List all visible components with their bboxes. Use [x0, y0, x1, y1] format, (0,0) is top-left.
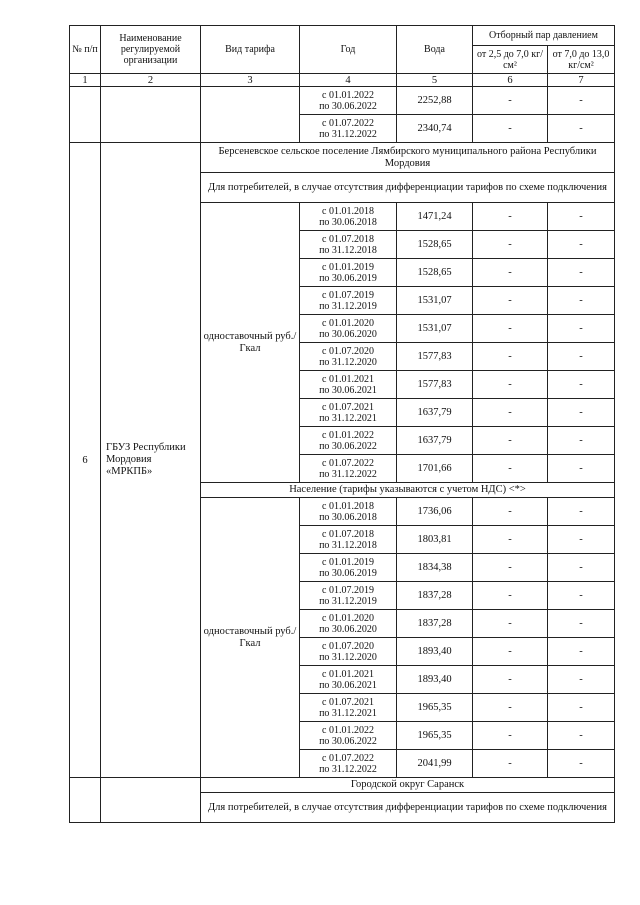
- period-end: по 30.06.2022: [319, 735, 377, 747]
- steam-b-value: -: [548, 371, 615, 399]
- period-start: с 01.07.2020: [322, 640, 374, 652]
- steam-b-value: -: [548, 498, 615, 526]
- steam-b-value: -: [548, 694, 615, 722]
- index-cell: 4: [300, 74, 397, 87]
- period-end: по 31.12.2021: [319, 707, 377, 719]
- steam-b-value: -: [548, 554, 615, 582]
- period-end: по 31.12.2022: [319, 128, 377, 140]
- group-title: Население (тарифы указываются с учетом НДС) <*>: [201, 483, 615, 498]
- header-row: [70, 26, 615, 46]
- period-cell: [300, 371, 397, 399]
- steam-b-value: -: [548, 343, 615, 371]
- header-year: Год: [300, 26, 397, 74]
- period-start: с 01.07.2021: [322, 696, 374, 708]
- period-cell: [300, 315, 397, 343]
- period-start: с 01.01.2022: [322, 429, 374, 441]
- steam-a-value: -: [473, 343, 548, 371]
- steam-a-value: -: [473, 287, 548, 315]
- water-value: 1736,06: [397, 498, 473, 526]
- period-cell: [300, 259, 397, 287]
- tariff-type: одноставочный руб./Гкал: [201, 498, 300, 778]
- steam-a-value: -: [473, 722, 548, 750]
- period-end: по 30.06.2018: [319, 216, 377, 228]
- period-start: с 01.01.2022: [322, 724, 374, 736]
- period-end: по 31.12.2018: [319, 539, 377, 551]
- period-start: с 01.07.2018: [322, 528, 374, 540]
- header-num: № п/п: [70, 26, 101, 74]
- period-start: с 01.07.2019: [322, 289, 374, 301]
- period-cell: [300, 666, 397, 694]
- steam-b-value: -: [548, 526, 615, 554]
- org-number: 6: [70, 143, 101, 778]
- group-title: Для потребителей, в случае отсутствия дифференциации тарифов по схеме подключения: [201, 173, 615, 203]
- steam-a-value: -: [473, 231, 548, 259]
- index-cell: 7: [548, 74, 615, 87]
- water-value: 1837,28: [397, 582, 473, 610]
- org-cell-empty: [101, 778, 201, 823]
- period-start: с 01.07.2022: [322, 117, 374, 129]
- group-title: Для потребителей, в случае отсутствия дифференциации тарифов по схеме подключения: [201, 793, 615, 823]
- period-start: с 01.01.2020: [322, 317, 374, 329]
- org-name: ГБУЗ Республики Мордовия «МРКПБ»: [101, 143, 201, 778]
- period-cell: [300, 554, 397, 582]
- period-end: по 31.12.2020: [319, 651, 377, 663]
- water-value: 1531,07: [397, 315, 473, 343]
- tariff-cell-empty: [201, 87, 300, 143]
- period-start: с 01.07.2022: [322, 457, 374, 469]
- period-cell: [300, 231, 397, 259]
- period-start: с 01.07.2018: [322, 233, 374, 245]
- org-cell-empty: [101, 87, 201, 143]
- water-value: 1531,07: [397, 287, 473, 315]
- period-start: с 01.07.2021: [322, 401, 374, 413]
- period-end: по 30.06.2021: [319, 679, 377, 691]
- period-cell: [300, 427, 397, 455]
- steam-b-value: -: [548, 610, 615, 638]
- water-value: 1577,83: [397, 343, 473, 371]
- water-value: 1637,79: [397, 427, 473, 455]
- water-value: 1965,35: [397, 694, 473, 722]
- period-start: с 01.01.2021: [322, 373, 374, 385]
- steam-b-value: -: [548, 427, 615, 455]
- water-value: 1637,79: [397, 399, 473, 427]
- index-cell: 6: [473, 74, 548, 87]
- period-cell: [300, 399, 397, 427]
- steam-b-value: -: [548, 203, 615, 231]
- period-end: по 31.12.2022: [319, 763, 377, 775]
- steam-a-value: -: [473, 371, 548, 399]
- index-cell: 1: [70, 74, 101, 87]
- water-value: 1965,35: [397, 722, 473, 750]
- index-row: [70, 74, 615, 87]
- tariff-table: [69, 25, 615, 823]
- period-cell: [300, 750, 397, 778]
- steam-a-value: -: [473, 610, 548, 638]
- steam-a-value: -: [473, 582, 548, 610]
- period-end: по 30.06.2022: [319, 440, 377, 452]
- header-org: Наименование регулируемой организации: [101, 26, 201, 74]
- steam-b-value: -: [548, 259, 615, 287]
- header-steam: Отборный пар давлением: [473, 26, 615, 46]
- period-start: с 01.07.2020: [322, 345, 374, 357]
- steam-a-value: -: [473, 498, 548, 526]
- water-value: 1893,40: [397, 666, 473, 694]
- settlement-title: Берсеневское сельское поселение Лямбирского муниципального района Республики Мордовия: [201, 143, 615, 173]
- period-cell: [300, 343, 397, 371]
- water-value: 1528,65: [397, 231, 473, 259]
- steam-a-value: -: [473, 666, 548, 694]
- period-start: с 01.01.2020: [322, 612, 374, 624]
- period-cell: [300, 694, 397, 722]
- period-end: по 31.12.2020: [319, 356, 377, 368]
- period-cell: [300, 610, 397, 638]
- period-cell: [300, 582, 397, 610]
- steam-a-value: -: [473, 115, 548, 143]
- settlement-row: [70, 778, 615, 793]
- period-end: по 30.06.2020: [319, 623, 377, 635]
- period-end: по 31.12.2022: [319, 468, 377, 480]
- period-end: по 30.06.2020: [319, 328, 377, 340]
- period-end: по 30.06.2022: [319, 100, 377, 112]
- period-start: с 01.01.2022: [322, 89, 374, 101]
- header-steam-a: от 2,5 до 7,0 кг/см²: [473, 46, 548, 74]
- water-value: 1701,66: [397, 455, 473, 483]
- period-cell: [300, 287, 397, 315]
- period-end: по 30.06.2019: [319, 272, 377, 284]
- period-end: по 30.06.2021: [319, 384, 377, 396]
- water-value: 2041,99: [397, 750, 473, 778]
- period-start: с 01.01.2018: [322, 205, 374, 217]
- steam-a-value: -: [473, 315, 548, 343]
- period-start: с 01.01.2018: [322, 500, 374, 512]
- table-row: [70, 87, 615, 115]
- period-cell: [300, 203, 397, 231]
- steam-b-value: -: [548, 115, 615, 143]
- period-end: по 31.12.2018: [319, 244, 377, 256]
- steam-a-value: -: [473, 694, 548, 722]
- period-cell: [300, 722, 397, 750]
- steam-b-value: -: [548, 287, 615, 315]
- period-end: по 30.06.2019: [319, 567, 377, 579]
- header-tariff: Вид тарифа: [201, 26, 300, 74]
- water-value: 1837,28: [397, 610, 473, 638]
- steam-a-value: -: [473, 87, 548, 115]
- steam-a-value: -: [473, 455, 548, 483]
- period-start: с 01.07.2022: [322, 752, 374, 764]
- period-end: по 31.12.2019: [319, 595, 377, 607]
- steam-b-value: -: [548, 315, 615, 343]
- period-cell: [300, 455, 397, 483]
- num-cell-empty: [70, 778, 101, 823]
- steam-b-value: -: [548, 666, 615, 694]
- water-value: 1577,83: [397, 371, 473, 399]
- steam-b-value: -: [548, 750, 615, 778]
- steam-a-value: -: [473, 750, 548, 778]
- water-value: 2340,74: [397, 115, 473, 143]
- num-cell-empty: [70, 87, 101, 143]
- water-value: 1834,38: [397, 554, 473, 582]
- period-start: с 01.01.2019: [322, 261, 374, 273]
- water-value: 1893,40: [397, 638, 473, 666]
- period-end: по 30.06.2018: [319, 511, 377, 523]
- steam-b-value: -: [548, 87, 615, 115]
- steam-a-value: -: [473, 554, 548, 582]
- steam-a-value: -: [473, 399, 548, 427]
- period-cell: [300, 526, 397, 554]
- steam-a-value: -: [473, 203, 548, 231]
- period-start: с 01.01.2021: [322, 668, 374, 680]
- water-value: 1528,65: [397, 259, 473, 287]
- index-cell: 5: [397, 74, 473, 87]
- water-value: 1471,24: [397, 203, 473, 231]
- index-cell: 3: [201, 74, 300, 87]
- steam-b-value: -: [548, 582, 615, 610]
- tariff-table-body: [70, 26, 615, 823]
- period-start: с 01.07.2019: [322, 584, 374, 596]
- period-cell: [300, 498, 397, 526]
- period-end: по 31.12.2021: [319, 412, 377, 424]
- steam-b-value: -: [548, 399, 615, 427]
- settlement-row: [70, 143, 615, 173]
- water-value: 2252,88: [397, 87, 473, 115]
- steam-a-value: -: [473, 259, 548, 287]
- period-cell: [300, 87, 397, 115]
- steam-b-value: -: [548, 231, 615, 259]
- steam-a-value: -: [473, 526, 548, 554]
- tariff-type: одноставочный руб./Гкал: [201, 203, 300, 483]
- period-cell: [300, 638, 397, 666]
- steam-a-value: -: [473, 427, 548, 455]
- header-water: Вода: [397, 26, 473, 74]
- index-cell: 2: [101, 74, 201, 87]
- period-cell: [300, 115, 397, 143]
- header-steam-b: от 7,0 до 13,0 кг/см²: [548, 46, 615, 74]
- steam-b-value: -: [548, 638, 615, 666]
- settlement-title: Городской округ Саранск: [201, 778, 615, 793]
- period-start: с 01.01.2019: [322, 556, 374, 568]
- steam-b-value: -: [548, 722, 615, 750]
- water-value: 1803,81: [397, 526, 473, 554]
- period-end: по 31.12.2019: [319, 300, 377, 312]
- steam-b-value: -: [548, 455, 615, 483]
- steam-a-value: -: [473, 638, 548, 666]
